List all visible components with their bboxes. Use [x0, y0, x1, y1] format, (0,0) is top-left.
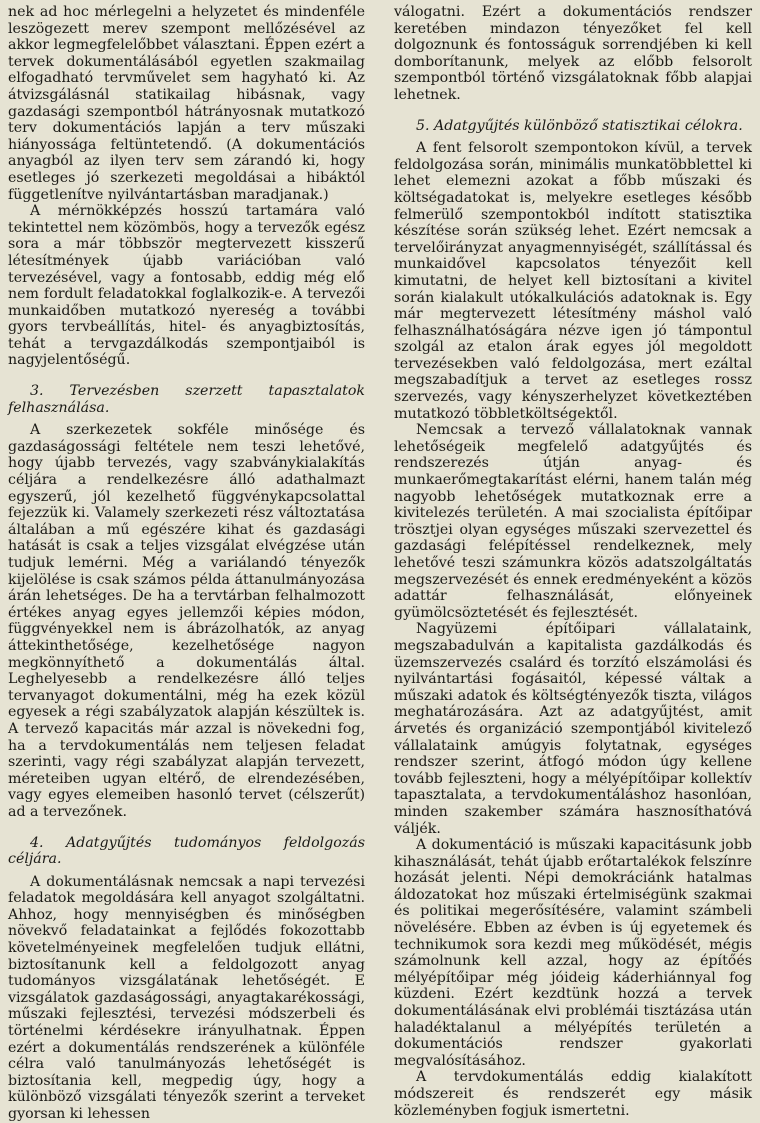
paragraph: A tervdokumentálás eddig kialakított módszereit és rendszerét egy másik közleményben fogjuk ismertetni.	[394, 1069, 752, 1119]
paragraph: Nagyüzemi építőipari vállalataink, megszabadulván a kapitalista gazdálkodás és üzemszervezés csalárd és torzító elszámolási és nyilvántartási fogásaitól, képessé váltak a műszaki adatok és költségtényezők tiszta, világos meghatározására. Azt az adatgyűjtést, amit árvetés és organizáció szempontjából kivitelező vállalataink amúgyis folytatnak, egységes rendszer szerint, átfogó módon úgy kellene tovább fejleszteni, hogy a mélyépítőipar kollektív tapasztalata, a tervdokumentáláshoz hasonlóan, minden szakember számára hasznosíthatóvá váljék.	[394, 621, 752, 837]
section-heading-4: 4. Adatgyűjtés tudományos feldolgozás céljára.	[8, 834, 365, 868]
paragraph: A fent felsorolt szempontokon kívül, a tervek feldolgozása során, minimális munkatöbblettel ki lehet elemezni azokat a főbb műszaki és költségadatokat is, melyekre esetleges később felmerülő szempontokból indított statisztika készítése során szükség lehet. Ezért nemcsak a tervelőirányzat anyagmennyiségét, szállítással és munkaidővel kapcsolatos tényezőit kell kimutatni, de helyet kell biztosítani a kivitel során kialakult utókalkulációs adatoknak is. Egy már megtervezett létesítmény máshol való felhasználhatóságára nézve igen jó támpontul szolgál az etalon árak egyes jól megoldott tervezésekben való feldolgozása, mert ezáltal megszabadítjuk a tervet az esetleges rossz szervezés, vagy kényszerhelyzet következtében mutatkozó többletköltségektől.	[394, 140, 752, 422]
right-column	[394, 4, 752, 1119]
paragraph: A szerkezetek sokféle minősége és gazdaságossági feltétele nem teszi lehetővé, hogy újabb tervezés, vagy szabványkialakítás céljára a rendelkezésre álló adathalmazt egyszerű, jól kezelhető függvénykapcsolattal fejezzük ki. Valamely szerkezeti rész változtatása általában a mű egészére kihat és gazdasági hatását is csak a teljes vizsgálat elvégzése után tudjuk lemérni. Még a variálandó tényezők kijelölése is csak számos példa áttanulmányozása árán lehetséges. De ha a tervtárban felhalmozott értékes anyag egyes jellemzői képies módon, függvényekkel nem is ábrázolhatók, az anyag áttekinthetősége, kezelhetősége nagyon megkönnyíthető a dokumentálás által. Leghelyesebb a rendelkezésre álló teljes tervanyagot dokumentálni, még ha ezek közül egyesek a régi szabályzatok alapján készültek is. A tervező kapacitás már azzal is növekedni fog, ha a tervdokumentálás nem teljesen feladat szerinti, vagy régi szabályzat alapján tervezett, méreteiben ugyan eltérő, de elrendezésében, vagy egyes elemeiben hasonló tervet (célszerűt) ad a tervezőnek.	[8, 422, 365, 820]
left-column	[8, 4, 365, 1123]
paragraph: Nemcsak a tervező vállalatoknak vannak lehetőségeik megfelelő adatgyűjtés és rendszerezés útján anyag- és munkaerőmegtakarítást elérni, hanem talán még nagyobb lehetőségek mutatkoznak erre a kivitelezés területén. A mai szocialista építőipar trösztjei olyan egységes műszaki szervezettel és gazdasági felépítéssel rendelkeznek, mely lehetővé teszi számunkra közös adatszolgáltatás megszervezését és ennek eredményeként a közös adattár felhasználását, előnyeinek gyümölcsöztetését és fejlesztését.	[394, 422, 752, 621]
section-heading-5: 5. Adatgyűjtés különböző statisztikai célokra.	[416, 117, 743, 134]
paragraph: nek ad hoc mérlegelni a helyzetet és mindenféle leszögezett merev szempont mellőzésével az akkor legmegfelelőbbet választani. Éppen ezért a tervek dokumentálásából egyetlen szakmailag elfogadható tervművelet sem hagyható ki. Az átvizsgálásnál statikailag hibásnak, vagy gazdasági szempontból hátrányosnak mutatkozó terv dokumentációs lapján a terv műszaki hiányossága feltüntetendő. (A dokumentációs anyagból az ilyen terv sem zárandó ki, hogy esetleges jó szerkezeti megoldásai a hibáktól függetlenítve nyilvántartásban maradjanak.)	[8, 4, 365, 203]
paragraph: A dokumentáció is műszaki kapacitásunk jobb kihasználását, tehát újabb erőtartalékok felszínre hozását jelenti. Népi demokráciánk hatalmas áldozatokat hoz műszaki értelmiségünk szakmai és politikai megerősítésére, valamint számbeli növelésére. Ebben az évben is új egyetemek és technikumok sora kezdi meg működését, mégis számolnunk kell azzal, hogy az építőés mélyépítőipar még jóideig káderhiánnyal fog küzdeni. Ezért kezdtünk hozzá a tervek dokumentálásának elvi problémái tisztázása után haladéktalanul a mélyépítés területén a dokumentációs rendszer gyakorlati megvalósításához.	[394, 837, 752, 1069]
section-heading-3: 3. Tervezésben szerzett tapasztalatok felhasználása.	[8, 383, 365, 416]
paragraph: A dokumentálásnak nemcsak a napi tervezési feladatok megoldására kell anyagot szolgáltatni. Ahhoz, hogy mennyiségben és minőségben növekvő feladatainkat a fejlődés fokozottabb követelményeinek megfelelően tudjuk ellátni, biztosítanunk kell a feldolgozott anyag tudományos vizsgálatának lehetőségét. E vizsgálatok gazdaságossági, anyagtakarékossági, műszaki fejlesztési, tervezési módszerbeli és történelmi kérdésekre irányulhatnak. Éppen ezért a dokumentálás rendszerének a különféle célra való tanulmányozás lehetőségét is biztosítania kell, megpedig úgy, hogy a különböző vizsgálati tényezők szerint a terveket gyorsan ki lehessen	[8, 873, 365, 1122]
paragraph: válogatni. Ezért a dokumentációs rendszer keretében mindazon tényezőket fel kell dolgoznunk és fontosságuk sorrendjében ki kell domborítanunk, melyek az előbb felsorolt szempontból történő vizsgálatoknak főbb alapjai lehetnek.	[394, 4, 752, 103]
paragraph: A mérnökképzés hosszú tartamára való tekintettel nem közömbös, hogy a tervezők egész sora a már többször megtervezett kisszerű létesítmények újabb variációban való tervezésével, vagy a fontosabb, eddig még elő nem fordult feladatokkal foglalkozik-e. A tervezői munkaidőben mutatkozó nyereség a további gyors tervbeállítás, hitel- és anyagbiztosítás, tehát a tervgazdálkodás szempontjaiból is nagyjelentőségű.	[8, 203, 365, 369]
